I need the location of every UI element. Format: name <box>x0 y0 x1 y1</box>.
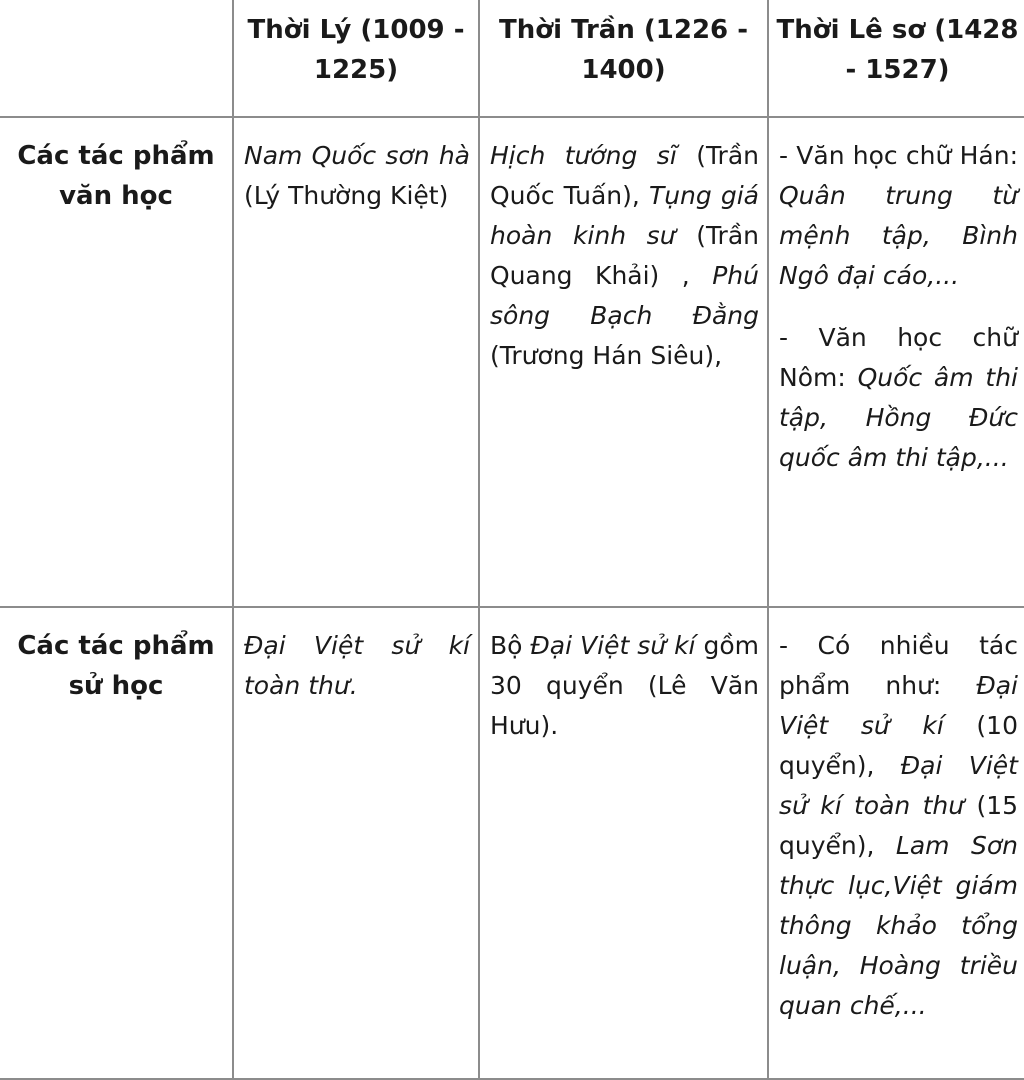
work-title: Lam Sơn thực lục,Việt giám thông khảo tổng luận, Hoàng triều quan chế,... <box>779 831 1018 1020</box>
volume-text: (10 quyển), <box>779 711 1018 780</box>
author-text: gồm 30 quyển (Lê Văn Hưu). <box>490 631 759 740</box>
work-title: Phú sông Bạch Đằng <box>490 261 759 330</box>
work-title: Hịch tướng sĩ <box>490 141 677 170</box>
work-title: Nam Quốc sơn hà <box>244 141 470 170</box>
author-text: (Trương Hán Siêu), <box>490 341 723 370</box>
work-title: Quốc âm thi tập, Hồng Đức quốc âm thi tập,... <box>779 363 1018 472</box>
table-row-history <box>0 607 1024 1079</box>
row-header-history: Các tác phẩm sử học <box>0 607 233 1079</box>
header-row <box>0 0 1024 117</box>
table-row-literature <box>0 117 1024 607</box>
corner-cell <box>0 0 233 117</box>
nom-literature-paragraph <box>779 318 1018 478</box>
han-literature-paragraph <box>779 136 1018 296</box>
volume-text: (15 quyển), <box>779 791 1019 860</box>
lead-text: Bộ <box>490 631 531 660</box>
cell-literature-tran <box>479 117 768 607</box>
column-header-tran: Thời Trần (1226 - 1400) <box>479 0 768 117</box>
cell-history-tran <box>479 607 768 1079</box>
category-label: - Văn học chữ Nôm: <box>779 323 1018 392</box>
row-header-literature: Các tác phẩm văn học <box>0 117 233 607</box>
work-title: Đại Việt sử kí <box>530 631 696 660</box>
cell-history-le-so <box>768 607 1024 1079</box>
category-label: - Văn học chữ Hán: <box>779 141 1018 170</box>
cell-literature-ly <box>233 117 479 607</box>
column-header-ly: Thời Lý (1009 - 1225) <box>233 0 479 117</box>
author-text: (Trần Quốc Tuấn), <box>490 141 760 210</box>
author-text: (Lý Thường Kiệt) <box>244 181 449 210</box>
work-title: Tụng giá hoàn kinh sư <box>490 181 759 250</box>
lead-text: - Có nhiều tác phẩm như: <box>779 631 1018 700</box>
work-title: Đại Việt sử kí <box>779 671 1018 740</box>
author-text: (Trần Quang Khải) , <box>490 221 759 290</box>
column-header-le-so: Thời Lê sơ (1428 - 1527) <box>768 0 1024 117</box>
work-title: Đại Việt sử kí toàn thư <box>779 751 1018 820</box>
cell-history-ly <box>233 607 479 1079</box>
work-title: Quân trung từ mệnh tập, Bình Ngô đại cáo,... <box>779 181 1018 290</box>
work-title: Đại Việt sử kí toàn thư. <box>244 631 470 700</box>
cell-literature-le-so <box>768 117 1024 607</box>
